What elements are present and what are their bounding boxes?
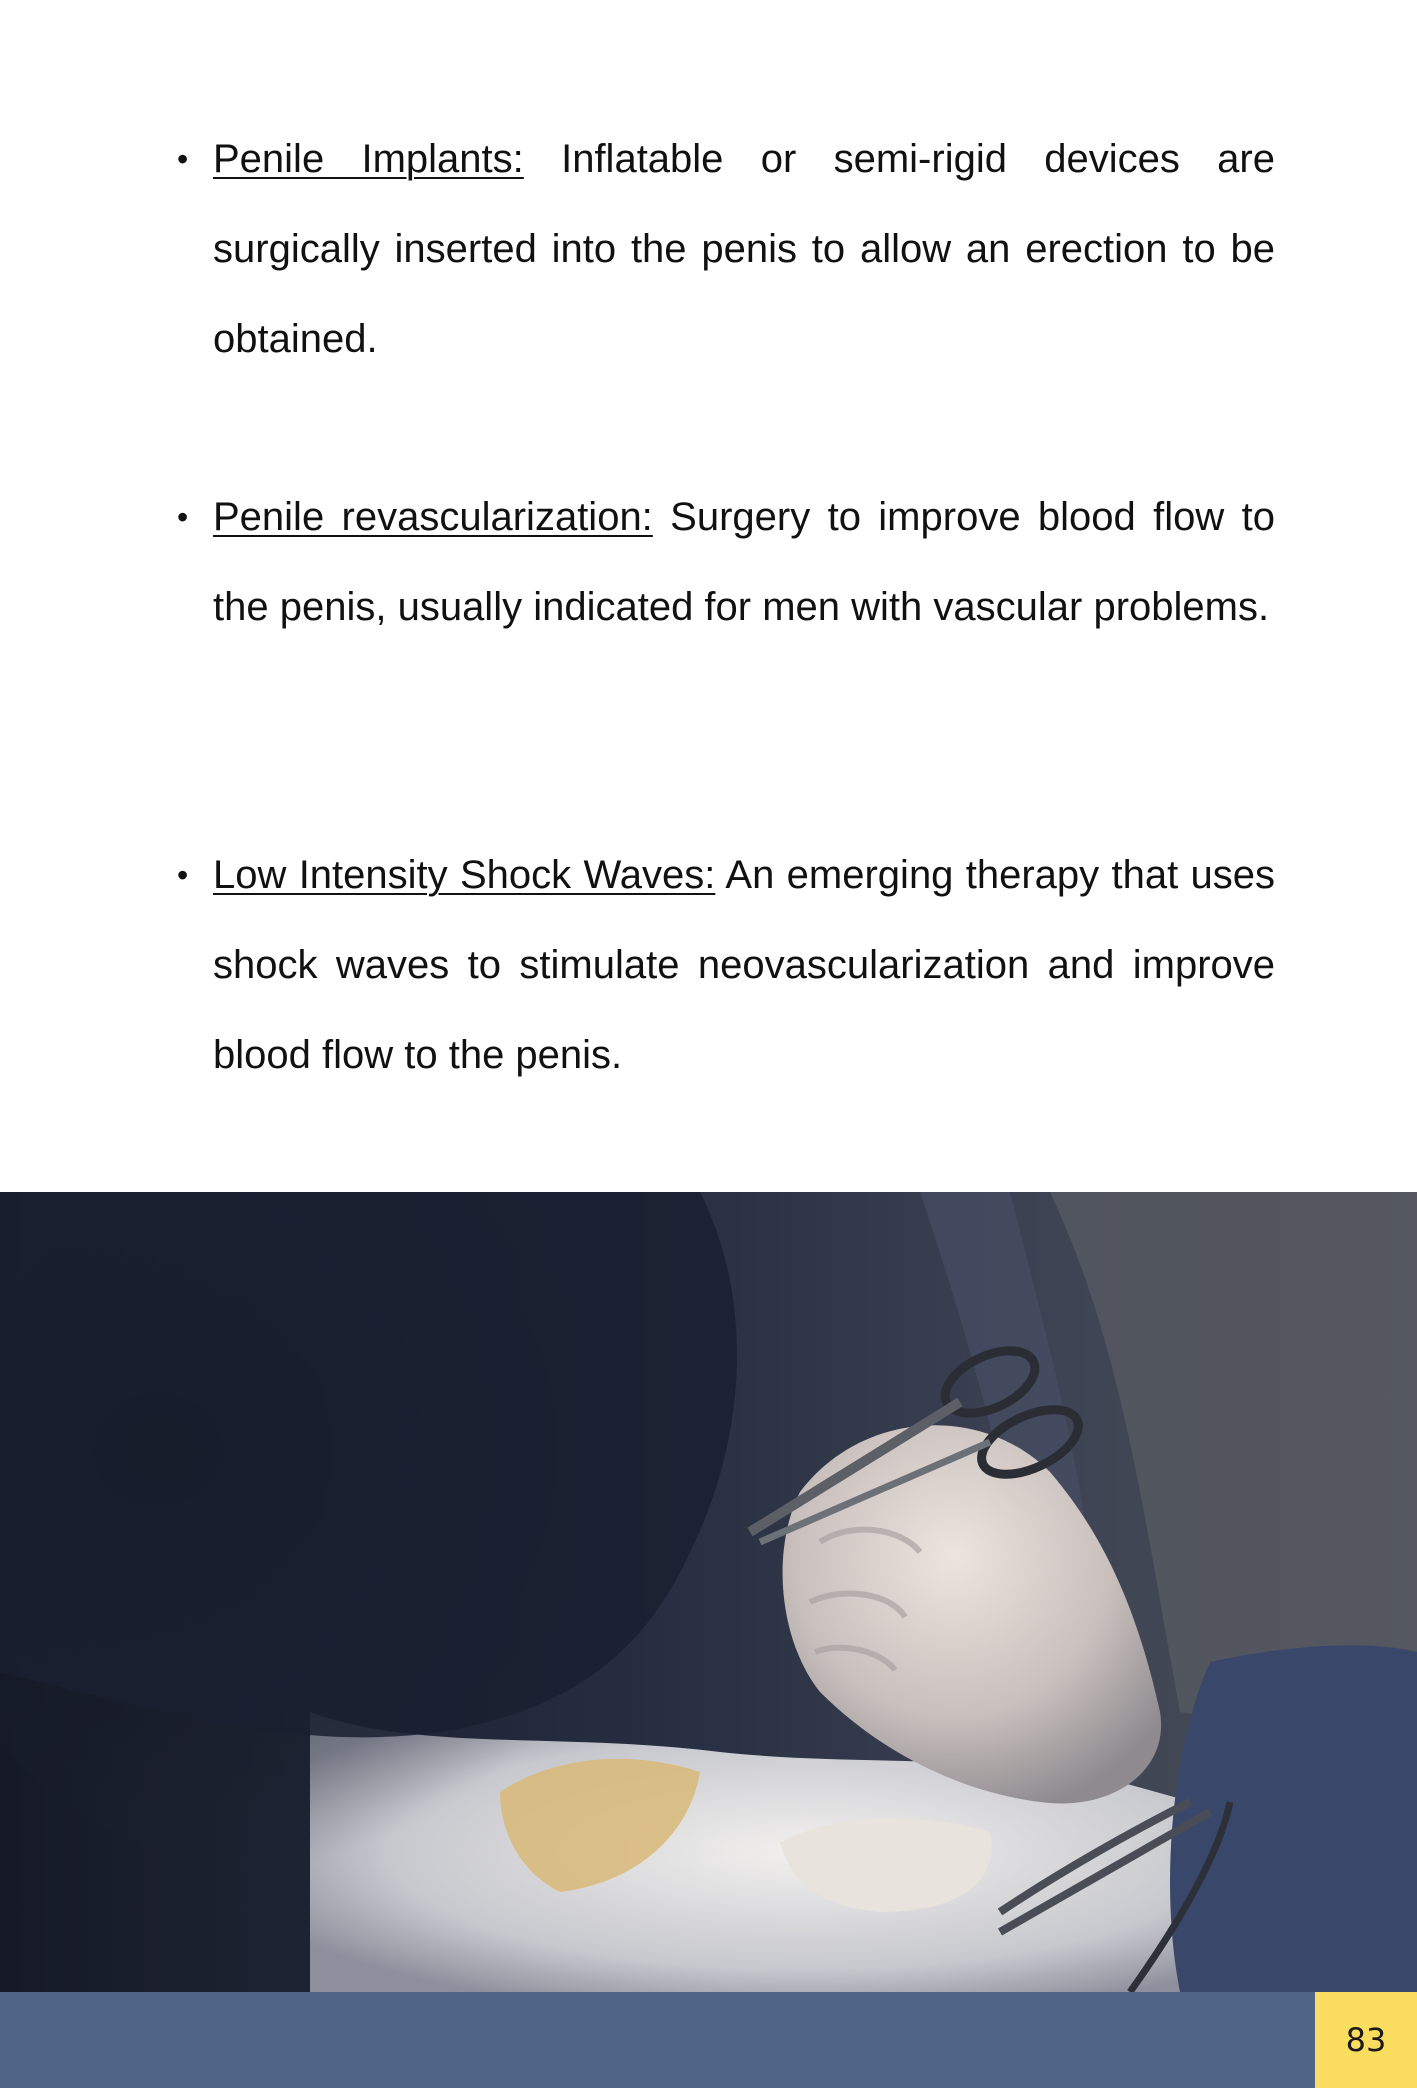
bullet-dot-icon: • bbox=[177, 141, 189, 177]
bullet-description: Surgery to improve blood flow to the penis, usually indicated for men with vascular problems. bbox=[213, 495, 1275, 629]
surgery-photo bbox=[0, 1192, 1417, 1992]
footer-bar bbox=[0, 1992, 1315, 2088]
page-number: 83 bbox=[1315, 1992, 1417, 2088]
bullet-term: Penile revascularization: bbox=[213, 495, 653, 539]
bullet-item-shock-waves bbox=[177, 830, 1275, 1100]
bullet-dot-icon: • bbox=[177, 499, 189, 535]
bullet-description: An emerging therapy that uses shock waves to stimulate neovascularization and improve blood flow to the penis. bbox=[213, 853, 1275, 1077]
bullet-term: Low Intensity Shock Waves: bbox=[213, 853, 716, 897]
bullet-description: Inflatable or semi-rigid devices are surgically inserted into the penis to allow an erection to be obtained. bbox=[213, 137, 1275, 361]
bullet-item-penile-revascularization bbox=[177, 472, 1275, 652]
bullet-term: Penile Implants: bbox=[213, 137, 524, 181]
bullet-dot-icon: • bbox=[177, 857, 189, 893]
bullet-item-penile-implants bbox=[177, 114, 1275, 384]
